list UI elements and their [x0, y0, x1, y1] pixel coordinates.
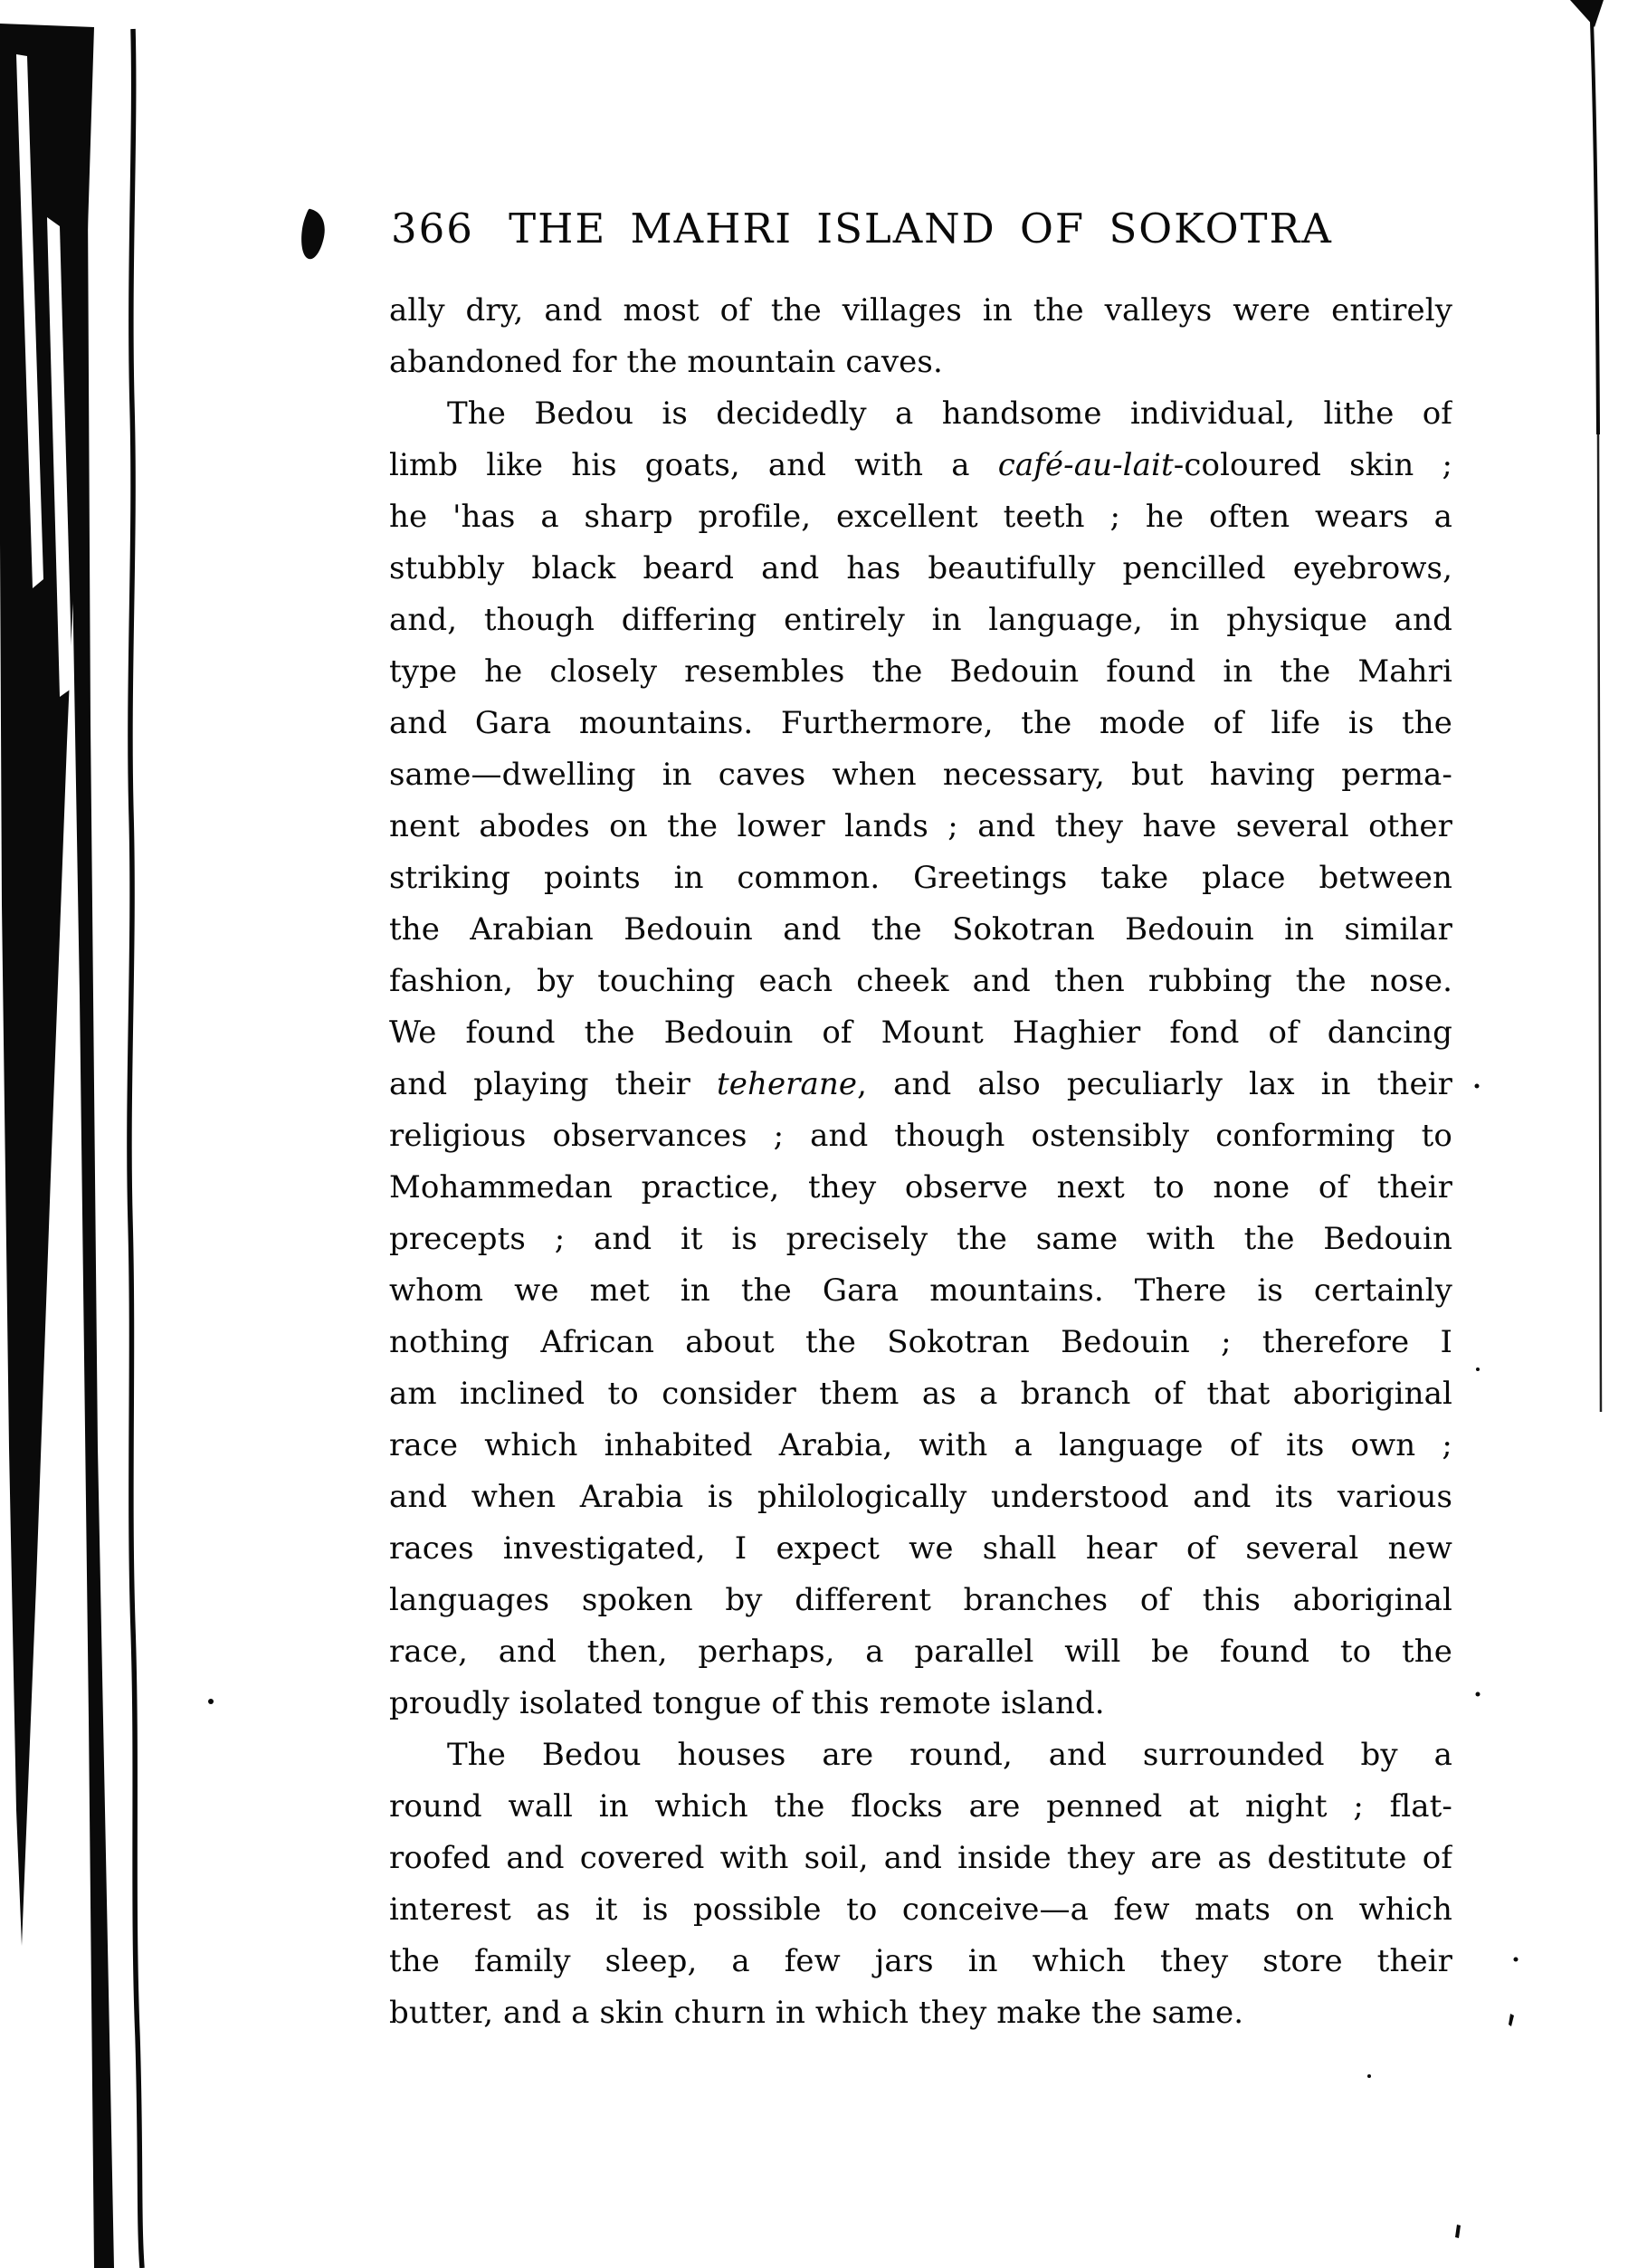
body-text	[389, 285, 1452, 2039]
italic-text-segment: café-au-lait	[997, 447, 1174, 483]
text-line	[389, 1781, 1452, 1833]
italic-text-segment: teherane	[716, 1066, 858, 1102]
text-line	[389, 1730, 1452, 1781]
text-line	[389, 1833, 1452, 1884]
text-line	[389, 1936, 1452, 1987]
scan-artifact-left-streak	[63, 27, 114, 2268]
scan-artifact-left-white-streak-2	[47, 217, 72, 697]
text-line	[389, 1987, 1452, 2039]
text-segment: nothing African about the Sokotran Bedouin ; therefore I	[389, 1324, 1452, 1360]
scan-artifact-left-white-streak-1	[16, 54, 43, 588]
paragraph	[389, 388, 1452, 1730]
text-segment: he 'has a sharp profile, excellent teeth ; he often wears a	[389, 499, 1452, 535]
text-segment: race which inhabited Arabia, with a language of its own ;	[389, 1427, 1452, 1463]
text-line	[389, 1110, 1452, 1162]
text-segment: -coloured skin ;	[1173, 447, 1452, 483]
running-title: THE MAHRI ISLAND OF SOKOTRA	[509, 205, 1333, 253]
scan-artifact-corner-triangle	[1570, 0, 1604, 27]
scan-speck	[1475, 1084, 1480, 1089]
text-line	[389, 956, 1452, 1007]
text-line	[389, 491, 1452, 543]
text-line	[389, 1214, 1452, 1265]
text-segment: The Bedou is decidedly a handsome individual, lithe of	[447, 395, 1452, 432]
text-segment: fashion, by touching each cheek and then rubbing the nose.	[389, 963, 1452, 999]
text-segment: roofed and covered with soil, and inside they are as destitute of	[389, 1840, 1452, 1876]
scan-artifact-right-line-lower	[1598, 434, 1601, 1412]
text-line	[389, 1523, 1452, 1575]
text-line	[389, 698, 1452, 749]
text-segment: race, and then, perhaps, a parallel will be found to the	[389, 1634, 1452, 1670]
text-segment: races investigated, I expect we shall hear of several new	[389, 1530, 1452, 1567]
text-segment: striking points in common. Greetings take place between	[389, 860, 1452, 896]
text-line	[389, 1007, 1452, 1059]
page-header	[389, 205, 1452, 261]
text-line	[389, 1162, 1452, 1214]
text-line	[389, 1420, 1452, 1472]
text-segment: Mohammedan practice, they observe next to none of their	[389, 1169, 1452, 1205]
text-segment: nent abodes on the lower lands ; and they have several other	[389, 808, 1452, 844]
text-segment: the Arabian Bedouin and the Sokotran Bedouin in similar	[389, 911, 1452, 948]
text-segment: and Gara mountains. Furthermore, the mode of life is the	[389, 705, 1452, 741]
paragraph	[389, 285, 1452, 388]
scan-speck	[1455, 2225, 1461, 2238]
text-line	[389, 801, 1452, 853]
text-line	[389, 749, 1452, 801]
text-line	[389, 1368, 1452, 1420]
scan-speck	[1476, 1367, 1480, 1371]
scan-artifact-wavy-line	[129, 29, 142, 2268]
text-segment: type he closely resembles the Bedouin found in the Mahri	[389, 653, 1452, 690]
text-segment: The Bedou houses are round, and surrounded by a	[447, 1737, 1452, 1773]
ink-blot-artifact	[301, 209, 325, 259]
text-line	[389, 1678, 1452, 1730]
text-segment: limb like his goats, and with a	[389, 447, 998, 483]
text-segment: stubbly black beard and has beautifully pencilled eyebrows,	[389, 550, 1452, 586]
text-segment: religious observances ; and though ostensibly conforming to	[389, 1118, 1452, 1154]
text-segment: same—dwelling in caves when necessary, but having perma-	[389, 757, 1452, 793]
scan-speck	[208, 1699, 214, 1704]
scan-artifact-right-line	[1592, 22, 1598, 434]
text-segment: and when Arabia is philologically understood and its various	[389, 1479, 1452, 1515]
scan-artifact-left-band	[0, 24, 94, 1946]
text-segment: whom we met in the Gara mountains. There is certainly	[389, 1272, 1452, 1309]
scan-speck	[1509, 2014, 1514, 2026]
text-segment: am inclined to consider them as a branch of that aboriginal	[389, 1376, 1452, 1412]
scan-speck	[1514, 1958, 1519, 1962]
text-line	[389, 1472, 1452, 1523]
text-segment: butter, and a skin churn in which they make the same.	[389, 1995, 1244, 2031]
scan-speck	[1476, 1692, 1480, 1697]
paragraph	[389, 1730, 1452, 2039]
text-segment: precepts ; and it is precisely the same with the Bedouin	[389, 1221, 1452, 1257]
text-line	[389, 440, 1452, 491]
text-line	[389, 337, 1452, 388]
text-segment: proudly isolated tongue of this remote island.	[389, 1685, 1105, 1721]
page-number: 366	[391, 205, 474, 253]
text-line	[389, 1884, 1452, 1936]
text-line	[389, 1317, 1452, 1368]
text-segment: ally dry, and most of the villages in the valleys were entirely	[389, 292, 1452, 329]
text-segment: We found the Bedouin of Mount Haghier fond of dancing	[389, 1015, 1452, 1051]
text-line	[389, 1059, 1452, 1110]
text-line	[389, 904, 1452, 956]
text-line	[389, 1626, 1452, 1678]
text-line	[389, 595, 1452, 646]
text-segment: languages spoken by different branches of this aboriginal	[389, 1582, 1452, 1618]
text-segment: round wall in which the flocks are penned at night ; flat-	[389, 1788, 1452, 1825]
text-segment: and playing their	[389, 1066, 717, 1102]
text-line	[389, 285, 1452, 337]
scan-speck	[1367, 2074, 1371, 2078]
text-line	[389, 388, 1452, 440]
text-line	[389, 543, 1452, 595]
text-segment: abandoned for the mountain caves.	[389, 344, 943, 380]
text-segment: the family sleep, a few jars in which they store their	[389, 1943, 1452, 1979]
text-segment: and, though differing entirely in language, in physique and	[389, 602, 1452, 638]
text-line	[389, 1575, 1452, 1626]
text-segment: interest as it is possible to conceive—a few mats on which	[389, 1892, 1452, 1928]
text-line	[389, 646, 1452, 698]
text-segment: , and also peculiarly lax in their	[857, 1066, 1452, 1102]
text-line	[389, 853, 1452, 904]
text-line	[389, 1265, 1452, 1317]
